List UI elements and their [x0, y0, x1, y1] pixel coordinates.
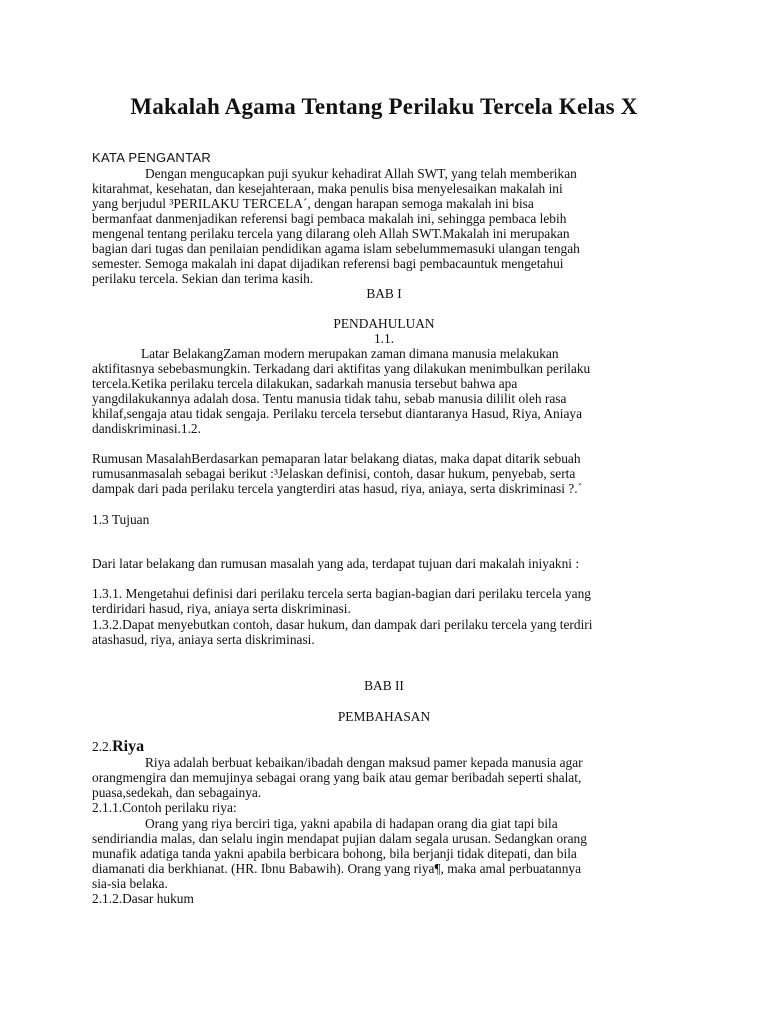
paragraph-line: Dari latar belakang dan rumusan masalah yang ada, terdapat tujuan dari makalah iniyakni :	[92, 556, 580, 571]
paragraph-line: Riya adalah berbuat kebaikan/ibadah dengan maksud pamer kepada manusia agar	[145, 755, 583, 770]
paragraph-line: semester. Semoga makalah ini dapat dijadikan referensi bagi pembacauntuk mengetahui	[92, 256, 564, 271]
paragraph-line: bagian dari tugas dan penilaian pendidikan agama islam sebelummemasuki ulangan tengah	[92, 241, 580, 256]
paragraph-line: Latar BelakangZaman modern merupakan zaman dimana manusia melakukan	[141, 346, 559, 361]
bab1-label: BAB I	[366, 286, 402, 301]
paragraph-line: atashasud, riya, aniaya serta diskriminasi.	[92, 632, 315, 647]
kata-pengantar-heading: KATA PENGANTAR	[92, 150, 212, 165]
paragraph-line: Orang yang riya berciri tiga, yakni apabila di hadapan orang dia giat tapi bila	[145, 816, 558, 831]
contoh-heading: 2.1.1.Contoh perilaku riya:	[92, 800, 237, 815]
riya-prefix: 2.2.	[92, 739, 113, 754]
paragraph-line: rumusanmasalah sebagai berikut :³Jelaskan definisi, contoh, dasar hukum, penyebab, serta	[92, 466, 576, 481]
riya-title: Riya	[112, 738, 145, 755]
paragraph-line: orangmengira dan memujinya sebagai orang yang baik atau gemar beribadah seperti shalat,	[92, 770, 582, 785]
paragraph-line: khilaf,sengaja atau tidak sengaja. Perilaku tercela tersebut diantaranya Hasud, Riya, Aniaya	[92, 406, 583, 421]
paragraph-line: aktifitasnya sebebasmungkin. Terkadang dari aktifitas yang dilakukan menimbulkan perilaku	[92, 361, 591, 376]
paragraph-line: tercela.Ketika perilaku tercela dilakukan, sadarkah manusia tersebut bahwa apa	[92, 376, 518, 391]
paragraph-line: sendiriandia malas, dan selalu ingin mendapat pujian dalam segala urusan. Sedangkan orang	[92, 831, 587, 846]
riya-heading	[92, 739, 144, 754]
paragraph-line: 1.3.1. Mengetahui definisi dari perilaku tercela serta bagian-bagian dari perilaku tercela yang	[92, 586, 591, 601]
paragraph-line: dampak dari pada perilaku tercela yangterdiri atas hasud, riya, aniaya, serta diskriminasi ?.´	[92, 481, 583, 496]
section-number: 1.1.	[373, 331, 395, 346]
paragraph-line: yangdilakukannya adalah dosa. Tentu manusia tidak tahu, sebab manusia dililit oleh rasa	[92, 391, 567, 406]
document-title: Makalah Agama Tentang Perilaku Tercela Kelas X	[130, 94, 638, 119]
dasar-hukum-heading: 2.1.2.Dasar hukum	[92, 891, 194, 906]
paragraph-line: kitarahmat, kesehatan, dan kesejahteraan, maka penulis bisa menyelesaikan makalah ini	[92, 181, 563, 196]
paragraph-line: mengenal tentang perilaku tercela yang dilarang oleh Allah SWT.Makalah ini merupakan	[92, 226, 570, 241]
bab2-title: PEMBAHASAN	[337, 709, 431, 724]
tujuan-heading: 1.3 Tujuan	[92, 512, 150, 527]
paragraph-line: bermanfaat danmenjadikan referensi bagi pembaca makalah ini, sehingga pembaca lebih	[92, 211, 567, 226]
bab2-label: BAB II	[364, 678, 404, 693]
paragraph-line: perilaku tercela. Sekian dan terima kasih.	[92, 271, 314, 286]
paragraph-line: dandiskriminasi.1.2.	[92, 421, 201, 436]
paragraph-line: 1.3.2.Dapat menyebutkan contoh, dasar hukum, dan dampak dari perilaku tercela yang terdiri	[92, 617, 593, 632]
paragraph-line: munafik adatiga tanda yakni apabila berbicara bohong, bila berjanji tidak ditepati, dan bila	[92, 846, 577, 861]
paragraph-line: Dengan mengucapkan puji syukur kehadirat Allah SWT, yang telah memberikan	[145, 166, 577, 181]
paragraph-line: terdiridari hasud, riya, aniaya serta diskriminasi.	[92, 601, 351, 616]
paragraph-line: sia-sia belaka.	[92, 876, 168, 891]
paragraph-line: yang berjudul ³PERILAKU TERCELA´, dengan harapan semoga makalah ini bisa	[92, 196, 534, 211]
paragraph-line: diamanati dia berkhianat. (HR. Ibnu Babawih). Orang yang riya¶, maka amal perbuatannya	[92, 861, 582, 876]
bab1-title: PENDAHULUAN	[333, 316, 435, 331]
paragraph-line: Rumusan MasalahBerdasarkan pemaparan latar belakang diatas, maka dapat ditarik sebuah	[92, 451, 581, 466]
paragraph-line: puasa,sedekah, dan sebagainya.	[92, 785, 262, 800]
